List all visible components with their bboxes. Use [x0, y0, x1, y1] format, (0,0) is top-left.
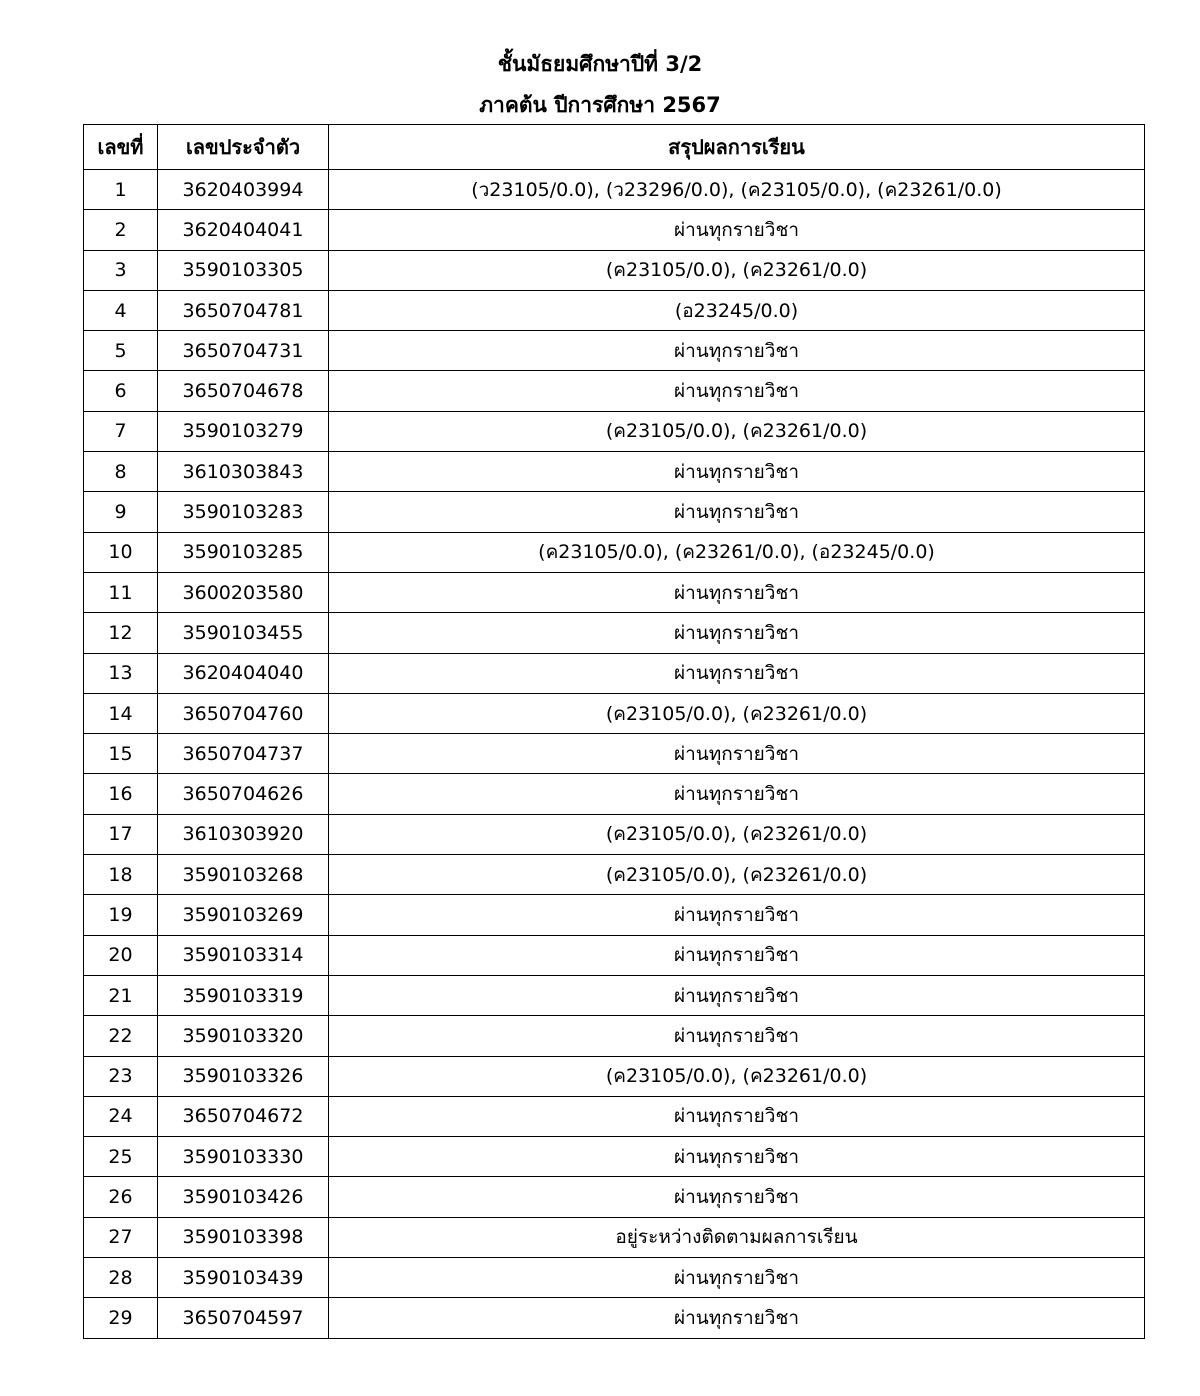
cell-number: 28	[84, 1258, 158, 1298]
table-row	[84, 452, 1145, 492]
table-row	[84, 371, 1145, 411]
cell-summary: ผ่านทุกรายวิชา	[329, 653, 1145, 693]
table-row	[84, 1217, 1145, 1257]
table-row	[84, 975, 1145, 1015]
cell-student-id: 3590103268	[158, 855, 329, 895]
cell-number: 16	[84, 774, 158, 814]
table-row	[84, 814, 1145, 854]
cell-number: 4	[84, 290, 158, 330]
cell-number: 23	[84, 1056, 158, 1096]
cell-student-id: 3590103279	[158, 411, 329, 451]
table-row	[84, 734, 1145, 774]
table-row	[84, 1056, 1145, 1096]
table-row	[84, 1177, 1145, 1217]
cell-number: 14	[84, 693, 158, 733]
cell-student-id: 3620404041	[158, 210, 329, 250]
table-row	[84, 693, 1145, 733]
cell-student-id: 3590103330	[158, 1137, 329, 1177]
table-row	[84, 935, 1145, 975]
cell-summary: อยู่ระหว่างติดตามผลการเรียน	[329, 1217, 1145, 1257]
cell-summary: ผ่านทุกรายวิชา	[329, 613, 1145, 653]
cell-number: 9	[84, 492, 158, 532]
cell-summary: ผ่านทุกรายวิชา	[329, 975, 1145, 1015]
cell-summary: (ค23105/0.0), (ค23261/0.0)	[329, 693, 1145, 733]
cell-student-id: 3590103398	[158, 1217, 329, 1257]
table-row	[84, 653, 1145, 693]
cell-number: 25	[84, 1137, 158, 1177]
cell-student-id: 3590103283	[158, 492, 329, 532]
table-row	[84, 774, 1145, 814]
cell-summary: (ว23105/0.0), (ว23296/0.0), (ค23105/0.0), (ค23261/0.0)	[329, 170, 1145, 210]
cell-student-id: 3610303843	[158, 452, 329, 492]
cell-summary: ผ่านทุกรายวิชา	[329, 895, 1145, 935]
cell-number: 19	[84, 895, 158, 935]
cell-summary: (ค23105/0.0), (ค23261/0.0)	[329, 411, 1145, 451]
cell-summary: ผ่านทุกรายวิชา	[329, 1298, 1145, 1338]
cell-student-id: 3600203580	[158, 572, 329, 612]
cell-student-id: 3650704737	[158, 734, 329, 774]
cell-number: 22	[84, 1016, 158, 1056]
cell-summary: ผ่านทุกรายวิชา	[329, 1096, 1145, 1136]
cell-student-id: 3590103269	[158, 895, 329, 935]
table-row	[84, 492, 1145, 532]
cell-student-id: 3590103320	[158, 1016, 329, 1056]
semester-title: ภาคต้น ปีการศึกษา 2567	[479, 93, 721, 117]
cell-number: 29	[84, 1298, 158, 1338]
cell-student-id: 3590103455	[158, 613, 329, 653]
table-row	[84, 250, 1145, 290]
cell-student-id: 3650704626	[158, 774, 329, 814]
class-title: ชั้นมัธยมศึกษาปีที่ 3/2	[497, 52, 703, 76]
cell-student-id: 3590103426	[158, 1177, 329, 1217]
cell-number: 7	[84, 411, 158, 451]
table-row	[84, 331, 1145, 371]
cell-summary: ผ่านทุกรายวิชา	[329, 935, 1145, 975]
cell-student-id: 3590103285	[158, 532, 329, 572]
results-table	[83, 124, 1145, 1339]
table-row	[84, 1298, 1145, 1338]
header-summary: สรุปผลการเรียน	[329, 125, 1145, 170]
cell-student-id: 3650704678	[158, 371, 329, 411]
table-header-row	[84, 125, 1145, 170]
cell-number: 8	[84, 452, 158, 492]
cell-number: 27	[84, 1217, 158, 1257]
cell-student-id: 3590103326	[158, 1056, 329, 1096]
table-body	[84, 170, 1145, 1339]
cell-summary: (ค23105/0.0), (ค23261/0.0), (อ23245/0.0)	[329, 532, 1145, 572]
table-row	[84, 572, 1145, 612]
cell-student-id: 3610303920	[158, 814, 329, 854]
cell-summary: ผ่านทุกรายวิชา	[329, 572, 1145, 612]
table-row	[84, 855, 1145, 895]
cell-student-id: 3590103319	[158, 975, 329, 1015]
table-row	[84, 1258, 1145, 1298]
cell-number: 6	[84, 371, 158, 411]
table-row	[84, 1137, 1145, 1177]
header-student-id: เลขประจำตัว	[158, 125, 329, 170]
cell-number: 18	[84, 855, 158, 895]
cell-summary: (อ23245/0.0)	[329, 290, 1145, 330]
cell-number: 26	[84, 1177, 158, 1217]
cell-summary: (ค23105/0.0), (ค23261/0.0)	[329, 855, 1145, 895]
cell-summary: ผ่านทุกรายวิชา	[329, 1177, 1145, 1217]
cell-student-id: 3620403994	[158, 170, 329, 210]
header-number: เลขที่	[84, 125, 158, 170]
cell-summary: ผ่านทุกรายวิชา	[329, 1016, 1145, 1056]
cell-number: 24	[84, 1096, 158, 1136]
cell-student-id: 3650704781	[158, 290, 329, 330]
cell-summary: ผ่านทุกรายวิชา	[329, 734, 1145, 774]
cell-student-id: 3590103305	[158, 250, 329, 290]
cell-number: 10	[84, 532, 158, 572]
cell-summary: ผ่านทุกรายวิชา	[329, 1137, 1145, 1177]
cell-summary: ผ่านทุกรายวิชา	[329, 331, 1145, 371]
cell-student-id: 3650704760	[158, 693, 329, 733]
table-row	[84, 613, 1145, 653]
table-row	[84, 290, 1145, 330]
cell-number: 11	[84, 572, 158, 612]
table-row	[84, 532, 1145, 572]
cell-student-id: 3620404040	[158, 653, 329, 693]
table-row	[84, 895, 1145, 935]
cell-number: 20	[84, 935, 158, 975]
cell-summary: ผ่านทุกรายวิชา	[329, 774, 1145, 814]
cell-summary: ผ่านทุกรายวิชา	[329, 371, 1145, 411]
cell-student-id: 3590103439	[158, 1258, 329, 1298]
cell-number: 1	[84, 170, 158, 210]
cell-number: 3	[84, 250, 158, 290]
cell-number: 12	[84, 613, 158, 653]
cell-number: 5	[84, 331, 158, 371]
cell-student-id: 3650704597	[158, 1298, 329, 1338]
cell-student-id: 3650704672	[158, 1096, 329, 1136]
cell-summary: ผ่านทุกรายวิชา	[329, 210, 1145, 250]
cell-number: 21	[84, 975, 158, 1015]
cell-student-id: 3590103314	[158, 935, 329, 975]
cell-summary: (ค23105/0.0), (ค23261/0.0)	[329, 250, 1145, 290]
table-row	[84, 1096, 1145, 1136]
table-row	[84, 1016, 1145, 1056]
cell-summary: ผ่านทุกรายวิชา	[329, 1258, 1145, 1298]
table-row	[84, 411, 1145, 451]
cell-number: 17	[84, 814, 158, 854]
cell-number: 15	[84, 734, 158, 774]
cell-number: 13	[84, 653, 158, 693]
cell-summary: ผ่านทุกรายวิชา	[329, 492, 1145, 532]
cell-summary: (ค23105/0.0), (ค23261/0.0)	[329, 814, 1145, 854]
table-row	[84, 170, 1145, 210]
table-row	[84, 210, 1145, 250]
cell-summary: ผ่านทุกรายวิชา	[329, 452, 1145, 492]
cell-number: 2	[84, 210, 158, 250]
cell-summary: (ค23105/0.0), (ค23261/0.0)	[329, 1056, 1145, 1096]
cell-student-id: 3650704731	[158, 331, 329, 371]
